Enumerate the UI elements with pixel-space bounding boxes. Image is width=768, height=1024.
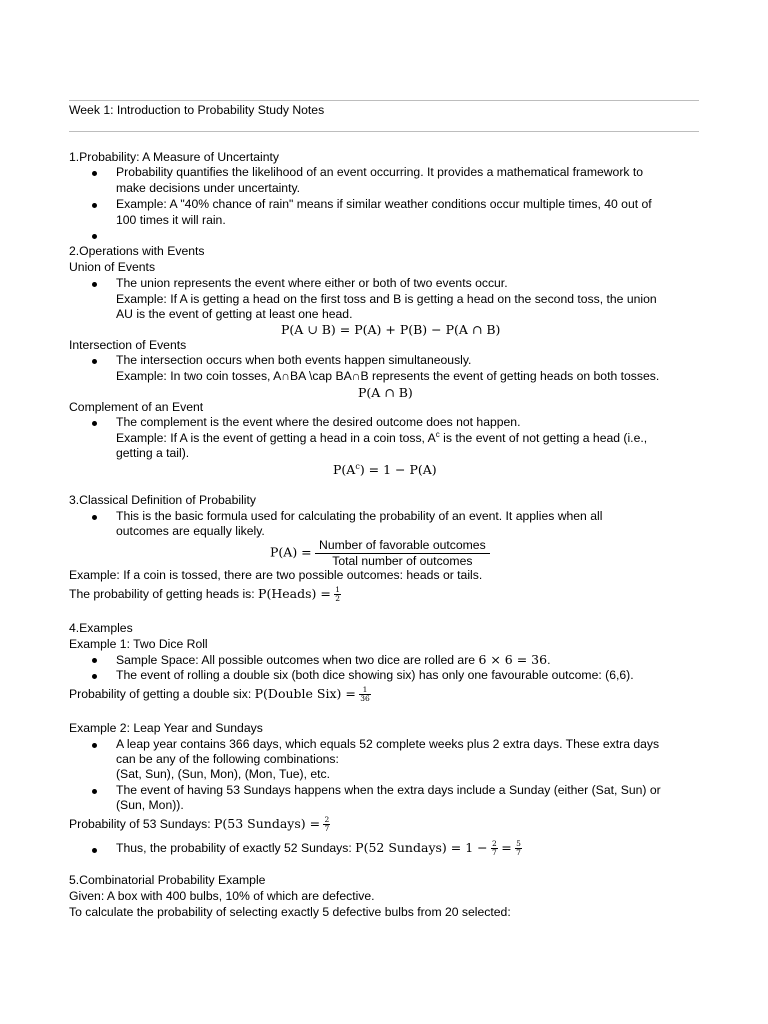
bullet-icon (92, 743, 97, 748)
fraction-numerator: Number of favorable outcomes (315, 538, 490, 554)
union-bullet: The union represents the event where either or both of two events occur. (116, 276, 508, 290)
sundays-52-fraction-1: $\frac{2}{7}$ (492, 839, 497, 858)
section-3-heading: 3.Classical Definition of Probability (69, 493, 256, 507)
complement-example-line-2: getting a tail). (116, 446, 190, 460)
ex2-bullet-2-line-1: The event of having 53 Sundays happens when the extra days include a Sunday (either (Sat, Sun) or (116, 783, 661, 797)
complement-formula: $P(A^c) = 1 - P(A)$ (333, 462, 437, 477)
classical-probability-formula (270, 538, 490, 569)
s5-task: To calculate the probability of selecting exactly 5 defective bulbs from 20 selected: (69, 905, 511, 919)
s1-bullet-1-line-2: make decisions under uncertainty. (116, 181, 301, 195)
ex2-bullet-1-line-3: (Sat, Sun), (Sun, Mon), (Mon, Tue), etc. (116, 767, 331, 781)
bullet-icon (92, 515, 97, 520)
intersection-bullet: The intersection occurs when both events happen simultaneously. (116, 353, 472, 367)
formula-lhs: P(A) = (270, 544, 312, 560)
bullet-icon (92, 203, 97, 208)
intersection-example: Example: In two coin tosses, A∩BA \cap BA∩B represents the event of getting heads on both tosses. (116, 369, 660, 383)
s1-bullet-2-line-2: 100 times it will rain. (116, 213, 226, 227)
sundays-53-fraction: $\frac{2}{7}$ (324, 815, 330, 834)
section-2-heading: 2.Operations with Events (69, 244, 205, 258)
intersection-title: Intersection of Events (69, 338, 187, 352)
s3-bullet-line-1: This is the basic formula used for calculating the probability of an event. It applies when all (116, 509, 603, 523)
s1-bullet-2-line-1: Example: A "40% chance of rain" means if similar weather conditions occur multiple times, 40 out of (116, 197, 652, 211)
s1-bullet-1-line-1: Probability quantifies the likelihood of an event occurring. It provides a mathematical framework to (116, 165, 644, 179)
union-formula: P(A ∪ B) = P(A) + P(B) − P(A ∩ B) (281, 322, 501, 337)
bullet-icon (92, 658, 97, 663)
bullet-icon (92, 674, 97, 679)
bullet-icon (92, 789, 97, 794)
bullet-icon (92, 359, 97, 364)
page-title: Week 1: Introduction to Probability Study Notes (69, 103, 325, 117)
s3-heads-probability: The probability of getting heads is: P(Heads) = $\frac{1}{2}$ (69, 585, 340, 604)
fraction-denominator: Total number of outcomes (332, 554, 473, 568)
s3-bullet-line-2: outcomes are equally likely. (116, 524, 265, 538)
complement-example-line-1: Example: If A is the event of getting a head in a coin toss, $A^c$ is the event of not getting a head (i.e., (116, 430, 648, 445)
complement-title: Complement of an Event (69, 400, 204, 414)
ex2-bullet-2-line-2: (Sun, Mon)). (116, 798, 184, 812)
section-4-heading: 4.Examples (69, 621, 133, 635)
top-divider (69, 100, 699, 101)
intersection-formula: P(A ∩ B) (358, 385, 413, 400)
empty-bullet-icon (92, 234, 97, 239)
bullet-icon (92, 171, 97, 176)
example-1-title: Example 1: Two Dice Roll (69, 637, 208, 651)
sundays-52-fraction-2: $\frac{5}{7}$ (516, 839, 521, 858)
bullet-icon (92, 848, 97, 853)
ex1-bullet-2: The event of rolling a double six (both dice showing six) has only one favourable outcome: (6,6). (116, 668, 634, 682)
s3-example-line: Example: If a coin is tossed, there are two possible outcomes: heads or tails. (69, 568, 483, 582)
heads-fraction: $\frac{1}{2}$ (335, 585, 340, 604)
union-example-line-2: AU is the event of getting at least one head. (116, 307, 353, 321)
union-example-line-1: Example: If A is getting a head on the first toss and B is getting a head on the second toss, the union (116, 292, 657, 306)
bullet-icon (92, 421, 97, 426)
section-5-heading: 5.Combinatorial Probability Example (69, 873, 266, 887)
ex2-bullet-1-line-1: A leap year contains 366 days, which equals 52 complete weeks plus 2 extra days. These extra days (116, 737, 660, 751)
s5-given: Given: A box with 400 bulbs, 10% of which are defective. (69, 889, 375, 903)
title-divider (69, 131, 699, 132)
double-six-fraction: $\frac{1}{36}$ (360, 685, 370, 704)
complement-bullet: The complement is the event where the desired outcome does not happen. (116, 415, 521, 429)
ex1-probability: Probability of getting a double six: P(Double Six) = $\frac{1}{36}$ (69, 685, 370, 704)
ex1-bullet-1: Sample Space: All possible outcomes when two dice are rolled are 6 × 6 = 36. (116, 652, 551, 667)
bullet-icon (92, 282, 97, 287)
ex2-probability-53: Probability of 53 Sundays: P(53 Sundays) = $\frac{2}{7}$ (69, 815, 330, 834)
union-title: Union of Events (69, 260, 156, 274)
ex2-bullet-1-line-2: can be any of the following combinations: (116, 752, 339, 766)
section-1-heading: 1.Probability: A Measure of Uncertainty (69, 150, 280, 164)
formula-fraction (315, 538, 490, 569)
example-2-title: Example 2: Leap Year and Sundays (69, 721, 263, 735)
ex2-probability-52: Thus, the probability of exactly 52 Sundays: P(52 Sundays) = 1 − $\frac{2}{7}$ = $\frac{5}{7}$ (116, 839, 521, 858)
